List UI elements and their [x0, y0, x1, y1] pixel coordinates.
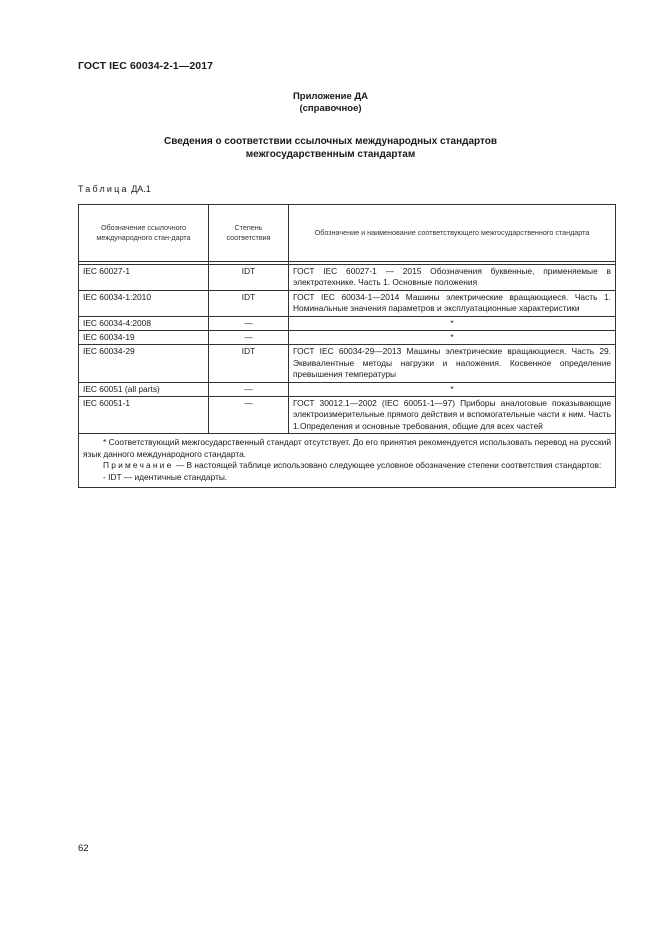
- table-note-item: - IDT — идентичные стандарты.: [103, 471, 228, 482]
- column-header-degree: Степень соответствия: [209, 205, 289, 262]
- page-number: 62: [78, 843, 89, 854]
- table-row: [79, 265, 616, 291]
- cell-standard: IEC 60034-19: [79, 331, 209, 345]
- cell-degree: —: [209, 382, 289, 396]
- table-row: [79, 316, 616, 330]
- table-note-label: Примечание: [103, 460, 174, 471]
- cell-name: ГОСТ IEC 60034-29—2013 Машины электрические вращающиеся. Часть 29. Эквивалентные методы нагрузки и наложения. Косвенное определение превышения температуры: [289, 345, 616, 382]
- table-row: [79, 290, 616, 316]
- cell-name: ГОСТ IEC 60027-1 — 2015 Обозначения буквенные, применяемые в электротехнике. Часть 1. Основные положения: [289, 265, 616, 291]
- cell-standard: IEC 60051-1: [79, 397, 209, 434]
- table-footnote: * Соответствующий межгосударственный стандарт отсутствует. До его принятия рекомендуется использовать перевод на русский язык данного международного стандарта.: [83, 437, 611, 459]
- cell-degree: IDT: [209, 290, 289, 316]
- section-heading-line-1: Сведения о соответствии ссылочных международных стандартов: [163, 136, 498, 147]
- cell-standard: IEC 60027-1: [79, 265, 209, 291]
- cell-degree: IDT: [209, 345, 289, 382]
- cell-name: *: [289, 382, 616, 396]
- table-row: [79, 382, 616, 396]
- cell-degree: —: [209, 397, 289, 434]
- column-header-international: Обозначение ссылочного международного стан-дарта: [79, 205, 209, 262]
- section-heading: [0, 135, 661, 161]
- annex-title-block: [0, 91, 661, 115]
- cell-standard: IEC 60034-1:2010: [79, 290, 209, 316]
- cell-standard: IEC 60034-29: [79, 345, 209, 382]
- table-note-text: — В настоящей таблице использовано следующее условное обозначение степени соответствия стандартов:: [173, 460, 602, 471]
- document-id: ГОСТ IEC 60034-2-1—2017: [78, 60, 214, 72]
- table-row: [79, 345, 616, 382]
- cell-name: *: [289, 316, 616, 330]
- cell-name: ГОСТ 30012.1—2002 (IEC 60051-1—97) Приборы аналоговые показывающие электроизмерительные прямого действия и вспомогательные части к ним. Часть 1.Определения и основные требования, общие для всех частей: [289, 397, 616, 434]
- section-heading-line-2: межгосударственным стандартам: [245, 149, 416, 160]
- table-caption: [78, 184, 151, 194]
- annex-subtitle: (справочное): [299, 103, 362, 114]
- standards-correspondence-table: [78, 204, 616, 488]
- column-header-interstate: Обозначение и наименование соответствующего межгосударственного стандарта: [289, 205, 616, 262]
- table-caption-number: ДА.1: [128, 184, 151, 194]
- cell-standard: IEC 60034-4:2008: [79, 316, 209, 330]
- table-row: [79, 397, 616, 434]
- table-notes: [79, 434, 616, 488]
- table-notes-row: [79, 434, 616, 488]
- annex-title: Приложение ДА: [292, 91, 369, 102]
- table-row: [79, 331, 616, 345]
- table-header-row: [79, 205, 616, 262]
- cell-degree: —: [209, 331, 289, 345]
- table-caption-prefix: Таблица: [78, 184, 129, 194]
- cell-name: *: [289, 331, 616, 345]
- table-note: [83, 460, 611, 471]
- cell-degree: IDT: [209, 265, 289, 291]
- cell-standard: IEC 60051 (all parts): [79, 382, 209, 396]
- cell-name: ГОСТ IEC 60034-1—2014 Машины электрические вращающиеся. Часть 1. Номинальные значения параметров и эксплуатационные характеристики: [289, 290, 616, 316]
- cell-degree: —: [209, 316, 289, 330]
